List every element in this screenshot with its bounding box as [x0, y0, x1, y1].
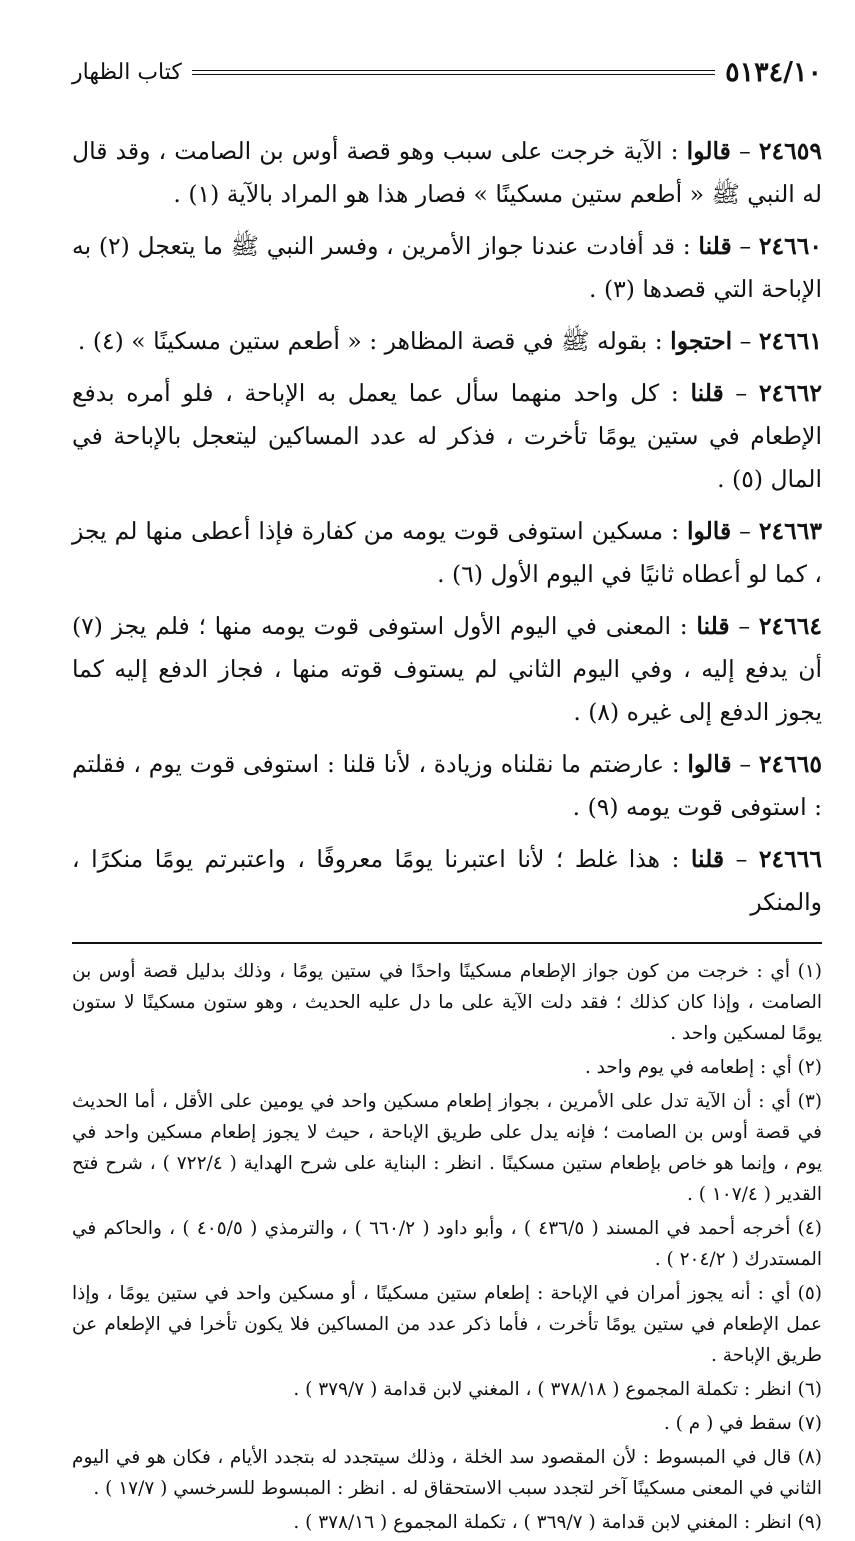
page-number: ٥١٣٤/١٠ — [725, 56, 822, 88]
page-header — [72, 50, 822, 94]
paragraph-text: : بقوله ﷺ في قصة المظاهر : « أطعم ستين مسكينًا » (٤) . — [77, 327, 671, 355]
paragraph-lead: قلنا — [690, 845, 725, 873]
paragraph-lead: قلنا — [696, 612, 730, 640]
paragraph-24661: ٢٤٦٦١ – احتجوا : بقوله ﷺ في قصة المظاهر : « أطعم ستين مسكينًا » (٤) . — [77, 327, 822, 355]
footnotes — [72, 956, 822, 1538]
issue-number: ٢٤٦٦٠ — [758, 232, 822, 260]
footnote-1: (١) أي : خرجت من كون جواز الإطعام مسكينًا واحدًا في ستين يومًا ، وذلك بدليل قصة أوس بن الصامت ، وإذا كان كذلك ؛ فقد دلت الآية على ما دل عليه الحديث ، وهو ستون مسكينًا لا ستون يومًا لمسكين واحد . — [72, 960, 822, 1044]
book-page — [72, 50, 822, 1541]
footnote-4: (٤) أخرجه أحمد في المسند ( ٤٣٦/٥ ) ، وأبو داود ( ٦٦٠/٢ ) ، والترمذي ( ٤٠٥/٥ ) ، والحاكم في المستدرك ( ٢٠٤/٢ ) . — [72, 1217, 823, 1270]
footnote-8: (٨) قال في المبسوط : لأن المقصود سد الخلة ، وذلك سيتجدد له بتجدد الأيام ، فكان هو في اليوم الثاني في المعنى مسكينًا آخر لتجدد سبب الاستحقاق له . انظر : المبسوط للسرخسي ( ١٧/٧ ) . — [72, 1446, 822, 1499]
footnote-separator — [72, 942, 822, 944]
issue-number: ٢٤٦٦١ — [758, 327, 822, 355]
paragraph-24660: ٢٤٦٦٠ – قلنا : قد أفادت عندنا جواز الأمرين ، وفسر النبي ﷺ ما يتعجل (٢) به الإباحة التي قصدها (٣) . — [72, 232, 822, 303]
header-rule — [192, 70, 715, 75]
paragraph-lead: قلنا — [698, 232, 732, 260]
paragraph-text: : كل واحد منهما سأل عما يعمل به الإباحة ، فلو أمره بدفع الإطعام في ستين يومًا تأخرت ، فذكر له عدد المساكين ليتعجل بالإباحة في المال (٥) . — [72, 379, 822, 493]
paragraph-24659: ٢٤٦٥٩ – قالوا : الآية خرجت على سبب وهو قصة أوس بن الصامت ، وقد قال له النبي ﷺ « أطعم ستين مسكينًا » فصار هذا هو المراد بالآية (١) . — [72, 137, 822, 208]
chapter-title: كتاب الظهار — [72, 59, 182, 85]
paragraph-24666: ٢٤٦٦٦ – قلنا : هذا غلط ؛ لأنا اعتبرنا يومًا معروفًا ، واعتبرتم يومًا منكرًا ، والمنكر — [72, 845, 822, 916]
paragraph-lead: قلنا — [690, 379, 724, 407]
footnote-7: (٧) سقط في ( م ) . — [663, 1412, 822, 1434]
paragraph-text: : عارضتم ما نقلناه وزيادة ، لأنا قلنا : استوفى قوت يوم ، فقلتم : استوفى قوت يومه (٩) . — [72, 750, 822, 821]
paragraph-text: : مسكين استوفى قوت يومه من كفارة فإذا أعطى منها لم يجز ، كما لو أعطاه ثانيًا في اليوم الأول (٦) . — [72, 517, 822, 588]
issue-number: ٢٤٦٦٢ — [758, 379, 822, 407]
paragraph-text: : هذا غلط ؛ لأنا اعتبرنا يومًا معروفًا ، واعتبرتم يومًا منكرًا ، والمنكر — [72, 845, 822, 916]
paragraph-lead: احتجوا — [670, 327, 733, 355]
footnote-2: (٢) أي : إطعامه في يوم واحد . — [584, 1056, 822, 1078]
issue-number: ٢٤٦٦٥ — [758, 750, 822, 778]
paragraph-lead: قالوا — [687, 750, 732, 778]
issue-number: ٢٤٦٦٣ — [758, 517, 822, 545]
paragraph-text: : قد أفادت عندنا جواز الأمرين ، وفسر النبي ﷺ ما يتعجل (٢) به الإباحة التي قصدها (٣) . — [72, 232, 822, 303]
paragraph-24665: ٢٤٦٦٥ – قالوا : عارضتم ما نقلناه وزيادة ، لأنا قلنا : استوفى قوت يوم ، فقلتم : استوفى قوت يومه (٩) . — [72, 750, 822, 821]
issue-number: ٢٤٦٦٦ — [758, 845, 822, 873]
main-text — [72, 130, 822, 924]
footnote-9: (٩) انظر : المغني لابن قدامة ( ٣٦٩/٧ ) ، تكملة المجموع ( ٣٧٨/١٦ ) . — [293, 1511, 822, 1533]
paragraph-lead: قالوا — [686, 137, 731, 165]
footnote-6: (٦) انظر : تكملة المجموع ( ٣٧٨/١٨ ) ، المغني لابن قدامة ( ٣٧٩/٧ ) . — [293, 1378, 822, 1400]
footnote-3: (٣) أي : أن الآية تدل على الأمرين ، بجواز إطعام مسكين واحد في يومين على الأقل ، أما الحديث في قصة أوس بن الصامت ؛ فإنه يدل على طريق الإباحة ، حيث لا يجوز إطعام مسكين واحد في يوم ، وإنما هو خاص بإطعام ستين مسكينًا . انظر : البناية على شرح الهداية ( ٧٢٢/٤ ) ، شرح فتح القدير ( ١٠٧/٤ ) . — [72, 1090, 822, 1205]
footnote-5: (٥) أي : أنه يجوز أمران في الإباحة : إطعام ستين مسكينًا ، أو مسكين واحد في ستين يومًا ، وإذا عمل الإطعام في ستين يومًا تأخرت ، فأما ذكر عدد من المساكين فلا يكون تأخرا في الإطعام عن طريق الإباحة . — [72, 1282, 822, 1366]
paragraph-24663: ٢٤٦٦٣ – قالوا : مسكين استوفى قوت يومه من كفارة فإذا أعطى منها لم يجز ، كما لو أعطاه ثانيًا في اليوم الأول (٦) . — [72, 517, 822, 588]
paragraph-text: : المعنى في اليوم الأول استوفى قوت يومه منها ؛ فلم يجز (٧) أن يدفع إليه ، وفي اليوم الثاني لم يستوف قوته منها ، فجاز الدفع إليه كما يجوز الدفع إلى غيره (٨) . — [72, 612, 822, 726]
paragraph-24664: ٢٤٦٦٤ – قلنا : المعنى في اليوم الأول استوفى قوت يومه منها ؛ فلم يجز (٧) أن يدفع إليه ، وفي اليوم الثاني لم يستوف قوته منها ، فجاز الدفع إليه كما يجوز الدفع إلى غيره (٨) . — [72, 612, 822, 726]
issue-number: ٢٤٦٥٩ — [758, 137, 822, 165]
issue-number: ٢٤٦٦٤ — [758, 612, 822, 640]
paragraph-text: : الآية خرجت على سبب وهو قصة أوس بن الصامت ، وقد قال له النبي ﷺ « أطعم ستين مسكينًا » فصار هذا هو المراد بالآية (١) . — [72, 137, 822, 208]
paragraph-24662: ٢٤٦٦٢ – قلنا : كل واحد منهما سأل عما يعمل به الإباحة ، فلو أمره بدفع الإطعام في ستين يومًا تأخرت ، فذكر له عدد المساكين ليتعجل بالإباحة في المال (٥) . — [72, 379, 822, 493]
paragraph-lead: قالوا — [686, 517, 732, 545]
